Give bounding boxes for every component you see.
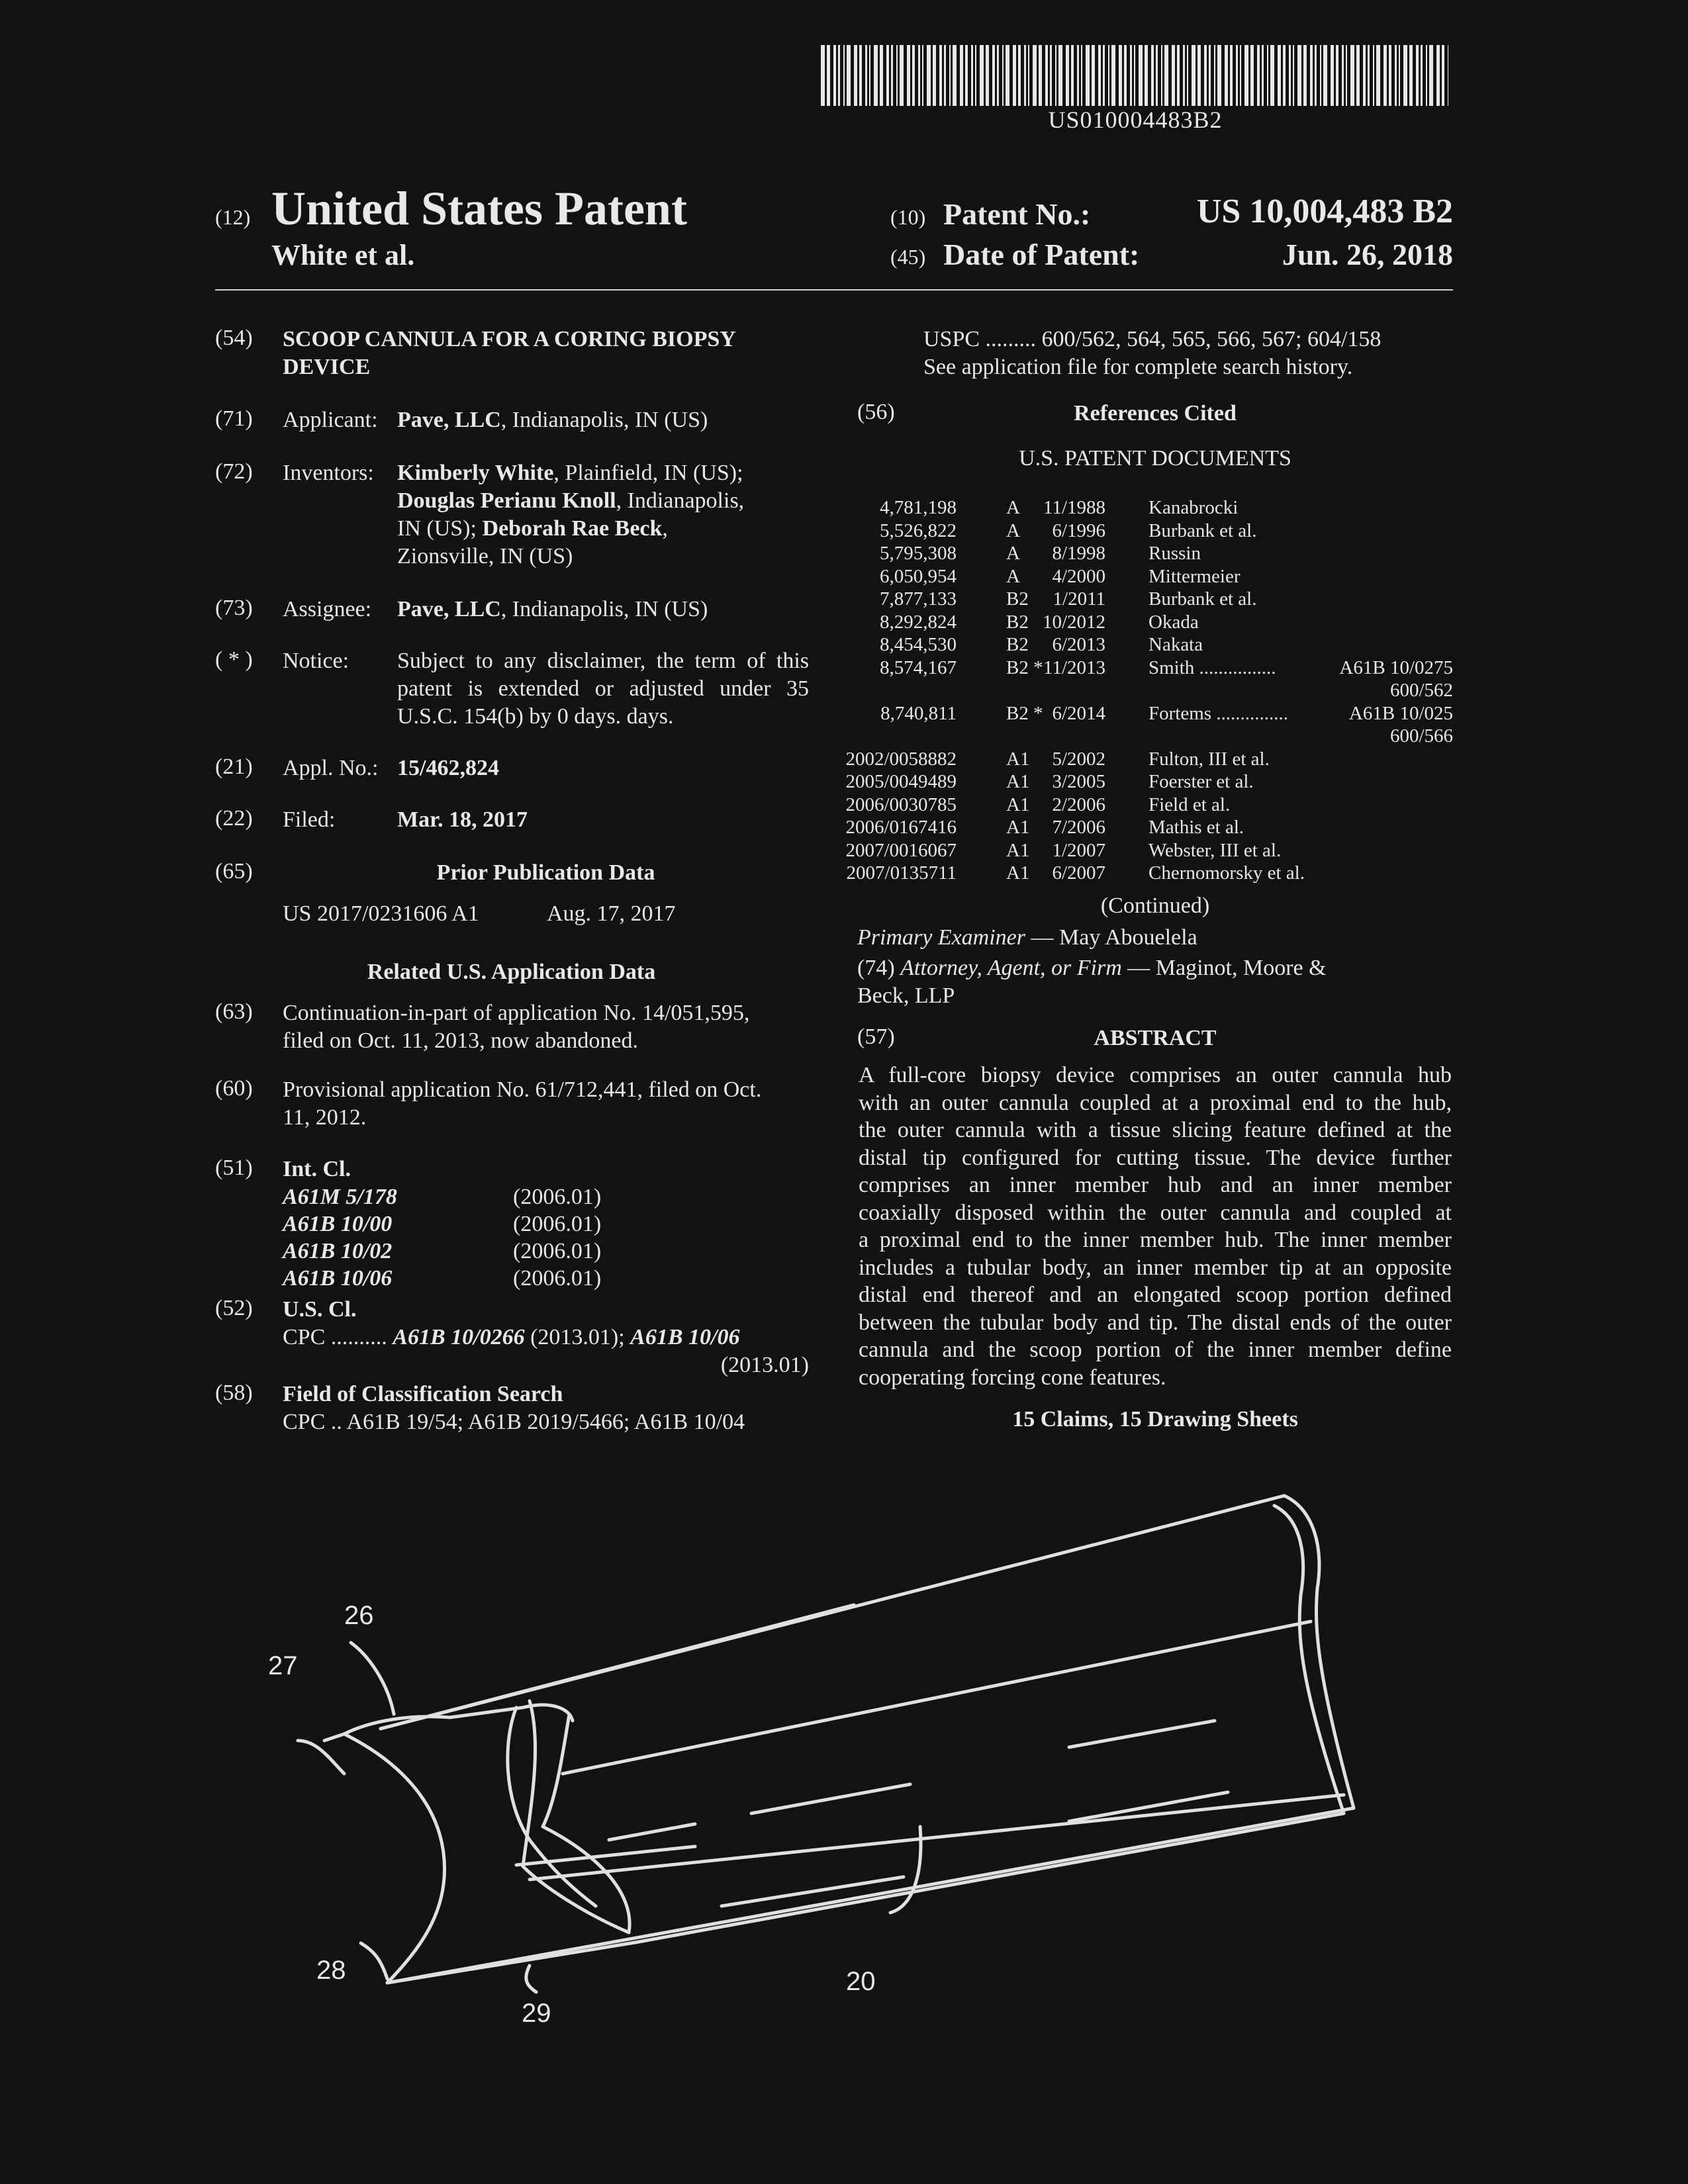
reference-number: 5,526,822 xyxy=(880,520,957,541)
reference-row xyxy=(845,839,1453,862)
inventor-short: White et al. xyxy=(271,239,415,271)
reference-number: 7,877,133 xyxy=(880,588,957,610)
reference-kind: A1 xyxy=(1006,794,1030,815)
reference-kind: A1 xyxy=(1006,839,1030,861)
provisional-line1: Provisional application No. 61/712,441, filed on Oct. xyxy=(283,1077,762,1102)
reference-name: Burbank et al. xyxy=(1149,588,1257,610)
reference-kind: A1 xyxy=(1006,817,1030,838)
reference-row-continuation xyxy=(857,725,1453,748)
int-cl-version: (2006.01) xyxy=(513,1239,602,1263)
inventor-line3: IN (US); Deborah Rae Beck, xyxy=(397,516,668,541)
code-60: (60) xyxy=(215,1076,253,1101)
claims-summary: 15 Claims, 15 Drawing Sheets xyxy=(1012,1407,1298,1432)
code-56: (56) xyxy=(857,400,895,424)
reference-date: 6/2014 xyxy=(1052,702,1105,724)
attorney-line1: (74) Attorney, Agent, or Firm — Maginot, Moore & xyxy=(857,956,1327,980)
continuation-line2: filed on Oct. 11, 2013, now abandoned. xyxy=(283,1028,638,1053)
reference-number: 2006/0030785 xyxy=(845,794,957,815)
ref-label-29: 29 xyxy=(522,1999,551,2028)
reference-name: Russin xyxy=(1149,543,1201,564)
prior-pub-number: US 2017/0231606 A1 xyxy=(283,901,479,926)
int-cl-class: A61B 10/00 xyxy=(283,1212,393,1236)
abstract-line: cannula and the scoop portion of the inner member define xyxy=(859,1338,1452,1362)
reference-name: Okada xyxy=(1149,611,1199,633)
abstract-line: A full-core biopsy device comprises an outer cannula hub xyxy=(859,1063,1452,1087)
reference-date: 10/2012 xyxy=(1042,611,1105,633)
abstract-line: coaxially disposed within the outer cannula and coupled at xyxy=(859,1200,1452,1225)
reference-uspc: 600/566 xyxy=(1389,725,1453,747)
reference-name: Mittermeier xyxy=(1149,565,1241,587)
us-cl-heading: U.S. Cl. xyxy=(283,1297,357,1322)
appl-no-label: Appl. No.: xyxy=(283,756,379,780)
reference-kind: A xyxy=(1006,543,1020,564)
reference-date: 11/2013 xyxy=(1043,657,1105,678)
inventor-line1: Kimberly White, Plainfield, IN (US); xyxy=(397,461,743,485)
reference-date: 3/2005 xyxy=(1052,771,1105,792)
reference-uspc: 600/562 xyxy=(1389,680,1453,701)
code-63: (63) xyxy=(215,999,253,1024)
abstract-heading: ABSTRACT xyxy=(1094,1026,1217,1050)
reference-row xyxy=(857,520,1453,543)
reference-row xyxy=(845,794,1453,817)
int-cl-class: A61B 10/02 xyxy=(283,1239,393,1263)
us-cl-cpc-version: (2013.01) xyxy=(720,1353,809,1377)
int-cl-version: (2006.01) xyxy=(513,1266,602,1291)
filed-value: Mar. 18, 2017 xyxy=(397,807,528,832)
inventor-line2: Douglas Perianu Knoll, Indianapolis, xyxy=(397,488,745,513)
ref-label-28: 28 xyxy=(316,1956,346,1985)
reference-name: Fortems ............... xyxy=(1149,702,1289,724)
abstract-line: includes a tubular body, an inner member tip at an opposite xyxy=(859,1255,1452,1280)
ref-label-26: 26 xyxy=(344,1601,374,1630)
reference-row xyxy=(857,588,1453,611)
reference-kind: A xyxy=(1006,497,1020,518)
abstract-line: distal tip configured for cutting tissue. The device further xyxy=(859,1145,1452,1170)
applicant-label: Applicant: xyxy=(283,408,378,432)
notice-line1: Subject to any disclaimer, the term of this xyxy=(397,649,809,673)
patent-title: United States Patent xyxy=(271,182,687,235)
code-45: (45) xyxy=(890,245,926,269)
reference-date: 1/2007 xyxy=(1052,839,1105,861)
reference-name: Webster, III et al. xyxy=(1149,839,1282,861)
reference-row xyxy=(857,496,1453,520)
reference-number: 6,050,954 xyxy=(880,565,957,587)
int-cl-class: A61M 5/178 xyxy=(283,1185,397,1209)
reference-name: Field et al. xyxy=(1149,794,1231,815)
reference-date: 11/1988 xyxy=(1043,497,1105,518)
reference-number: 8,574,167 xyxy=(880,657,957,678)
continued-note: (Continued) xyxy=(1100,893,1210,918)
code-57: (57) xyxy=(857,1024,895,1049)
assignee-label: Assignee: xyxy=(283,597,372,621)
abstract-line: the outer cannula with a tissue slicing feature defined at the xyxy=(859,1118,1452,1142)
inventors-label: Inventors: xyxy=(283,461,374,485)
barcode-number: US010004483B2 xyxy=(1048,107,1223,133)
reference-number: 2005/0049489 xyxy=(845,771,957,792)
applicant-value: Pave, LLC, Indianapolis, IN (US) xyxy=(397,408,708,432)
abstract-line: with an outer cannula coupled at a proximal end to the hub, xyxy=(859,1090,1452,1115)
code-52: (52) xyxy=(215,1296,253,1320)
abstract-line: comprises an inner member hub and an inner member xyxy=(859,1173,1452,1197)
reference-kind: B2 xyxy=(1006,611,1029,633)
abstract-line: a proximal end to the inner member hub. The inner member xyxy=(859,1228,1452,1252)
attorney-line2: Beck, LLP xyxy=(857,983,955,1008)
code-58: (58) xyxy=(215,1381,253,1405)
ref-label-20: 20 xyxy=(846,1967,876,1996)
appl-no-value: 15/462,824 xyxy=(397,756,499,780)
reference-kind: A xyxy=(1006,520,1020,541)
patent-date: Jun. 26, 2018 xyxy=(1282,238,1453,271)
header-divider xyxy=(215,289,1453,291)
prior-pub-date: Aug. 17, 2017 xyxy=(547,901,676,926)
reference-number: 8,740,811 xyxy=(880,702,957,724)
abstract-line: between the tubular body and tip. The distal ends of the outer xyxy=(859,1310,1452,1335)
reference-name: Kanabrocki xyxy=(1149,497,1239,518)
reference-row xyxy=(846,862,1453,885)
reference-date: 4/2000 xyxy=(1052,565,1105,587)
reference-date: 6/2007 xyxy=(1052,862,1105,884)
references-list xyxy=(845,496,1453,885)
patent-figure xyxy=(0,1456,1688,2184)
notice-line2: patent is extended or adjusted under 35 xyxy=(397,676,809,701)
reference-kind: B2 * xyxy=(1006,657,1043,678)
code-71: (71) xyxy=(215,406,253,431)
invention-title-line1: SCOOP CANNULA FOR A CORING BIOPSY xyxy=(283,327,736,351)
reference-row-continuation xyxy=(857,679,1453,702)
code-65: (65) xyxy=(215,859,253,884)
filed-label: Filed: xyxy=(283,807,336,832)
reference-number: 5,795,308 xyxy=(880,543,957,564)
reference-number: 2006/0167416 xyxy=(845,817,957,838)
code-12: (12) xyxy=(215,205,251,229)
code-73: (73) xyxy=(215,596,253,620)
reference-row xyxy=(857,542,1453,565)
abstract-text xyxy=(859,1062,1452,1391)
provisional-line2: 11, 2012. xyxy=(283,1105,367,1130)
patent-no: US 10,004,483 B2 xyxy=(1196,193,1453,230)
reference-number: 2002/0058882 xyxy=(845,748,957,770)
int-cl-class: A61B 10/06 xyxy=(283,1266,393,1291)
reference-name: Chernomorsky et al. xyxy=(1149,862,1305,884)
barcode xyxy=(821,45,1450,106)
reference-kind: B2 * xyxy=(1006,702,1043,724)
ref-label-27: 27 xyxy=(268,1651,298,1680)
related-heading: Related U.S. Application Data xyxy=(367,960,656,984)
assignee-value: Pave, LLC, Indianapolis, IN (US) xyxy=(397,597,708,621)
patent-no-label: Patent No.: xyxy=(943,197,1091,231)
reference-kind: B2 xyxy=(1006,588,1029,610)
uspc-line: USPC ......... 600/562, 564, 565, 566, 567; 604/158 xyxy=(923,327,1382,351)
reference-number: 8,292,824 xyxy=(880,611,957,633)
reference-row xyxy=(857,611,1453,634)
date-label: Date of Patent: xyxy=(943,238,1140,271)
reference-name: Burbank et al. xyxy=(1149,520,1257,541)
reference-name: Mathis et al. xyxy=(1149,817,1244,838)
field-search-cpc: CPC .. A61B 19/54; A61B 2019/5466; A61B 10/04 xyxy=(283,1410,745,1434)
reference-row xyxy=(845,816,1453,839)
invention-title-line2: DEVICE xyxy=(283,355,371,379)
notice-line3: U.S.C. 154(b) by 0 days. days. xyxy=(397,704,674,729)
us-docs-heading: U.S. PATENT DOCUMENTS xyxy=(1019,446,1291,471)
reference-kind: A1 xyxy=(1006,771,1030,792)
continuation-line1: Continuation-in-part of application No. 14/051,595, xyxy=(283,1001,750,1025)
see-application-line: See application file for complete search history. xyxy=(923,355,1353,379)
int-cl-version: (2006.01) xyxy=(513,1212,602,1236)
code-72: (72) xyxy=(215,459,253,484)
code-54: (54) xyxy=(215,326,253,350)
reference-name: Smith ................ xyxy=(1149,657,1276,678)
us-cl-cpc: CPC .......... A61B 10/0266 (2013.01); A61B 10/06 xyxy=(283,1325,740,1349)
reference-name: Nakata xyxy=(1149,634,1203,655)
reference-row xyxy=(845,770,1453,794)
reference-date: 5/2002 xyxy=(1052,748,1105,770)
code-10: (10) xyxy=(890,205,926,229)
reference-row xyxy=(857,702,1453,725)
reference-number: 4,781,198 xyxy=(880,497,957,518)
reference-date: 2/2006 xyxy=(1052,794,1105,815)
reference-class: A61B 10/0275 xyxy=(1339,657,1453,678)
field-search-heading: Field of Classification Search xyxy=(283,1382,563,1406)
reference-name: Fulton, III et al. xyxy=(1149,748,1270,770)
reference-date: 6/2013 xyxy=(1052,634,1105,655)
abstract-line: distal end thereof and an elongated scoop portion defined xyxy=(859,1283,1452,1307)
reference-kind: A xyxy=(1006,565,1020,587)
reference-date: 1/2011 xyxy=(1053,588,1105,610)
reference-date: 8/1998 xyxy=(1052,543,1105,564)
reference-number: 8,454,530 xyxy=(880,634,957,655)
reference-kind: A1 xyxy=(1006,748,1030,770)
inventor-line4: Zionsville, IN (US) xyxy=(397,544,573,569)
reference-date: 7/2006 xyxy=(1052,817,1105,838)
code-22: (22) xyxy=(215,806,253,831)
reference-row xyxy=(857,657,1453,680)
abstract-line: cooperating forcing cone features. xyxy=(859,1365,1166,1390)
int-cl-heading: Int. Cl. xyxy=(283,1157,351,1181)
reference-class: A61B 10/025 xyxy=(1348,702,1453,724)
reference-number: 2007/0016067 xyxy=(845,839,957,861)
code-51: (51) xyxy=(215,1156,253,1180)
references-heading: References Cited xyxy=(1074,401,1237,426)
reference-row xyxy=(845,748,1453,771)
reference-date: 6/1996 xyxy=(1052,520,1105,541)
reference-kind: A1 xyxy=(1006,862,1030,884)
notice-label: Notice: xyxy=(283,649,350,673)
reference-row xyxy=(857,633,1453,657)
code-21: (21) xyxy=(215,754,253,779)
primary-examiner: Primary Examiner — May Abouelela xyxy=(857,925,1197,950)
int-cl-version: (2006.01) xyxy=(513,1185,602,1209)
reference-row xyxy=(857,565,1453,588)
reference-name: Foerster et al. xyxy=(1149,771,1254,792)
reference-number: 2007/0135711 xyxy=(846,862,957,884)
scoop-cannula-drawing xyxy=(298,1496,1354,1992)
prior-pub-heading: Prior Publication Data xyxy=(436,860,655,885)
reference-kind: B2 xyxy=(1006,634,1029,655)
notice-code: ( * ) xyxy=(215,647,253,672)
